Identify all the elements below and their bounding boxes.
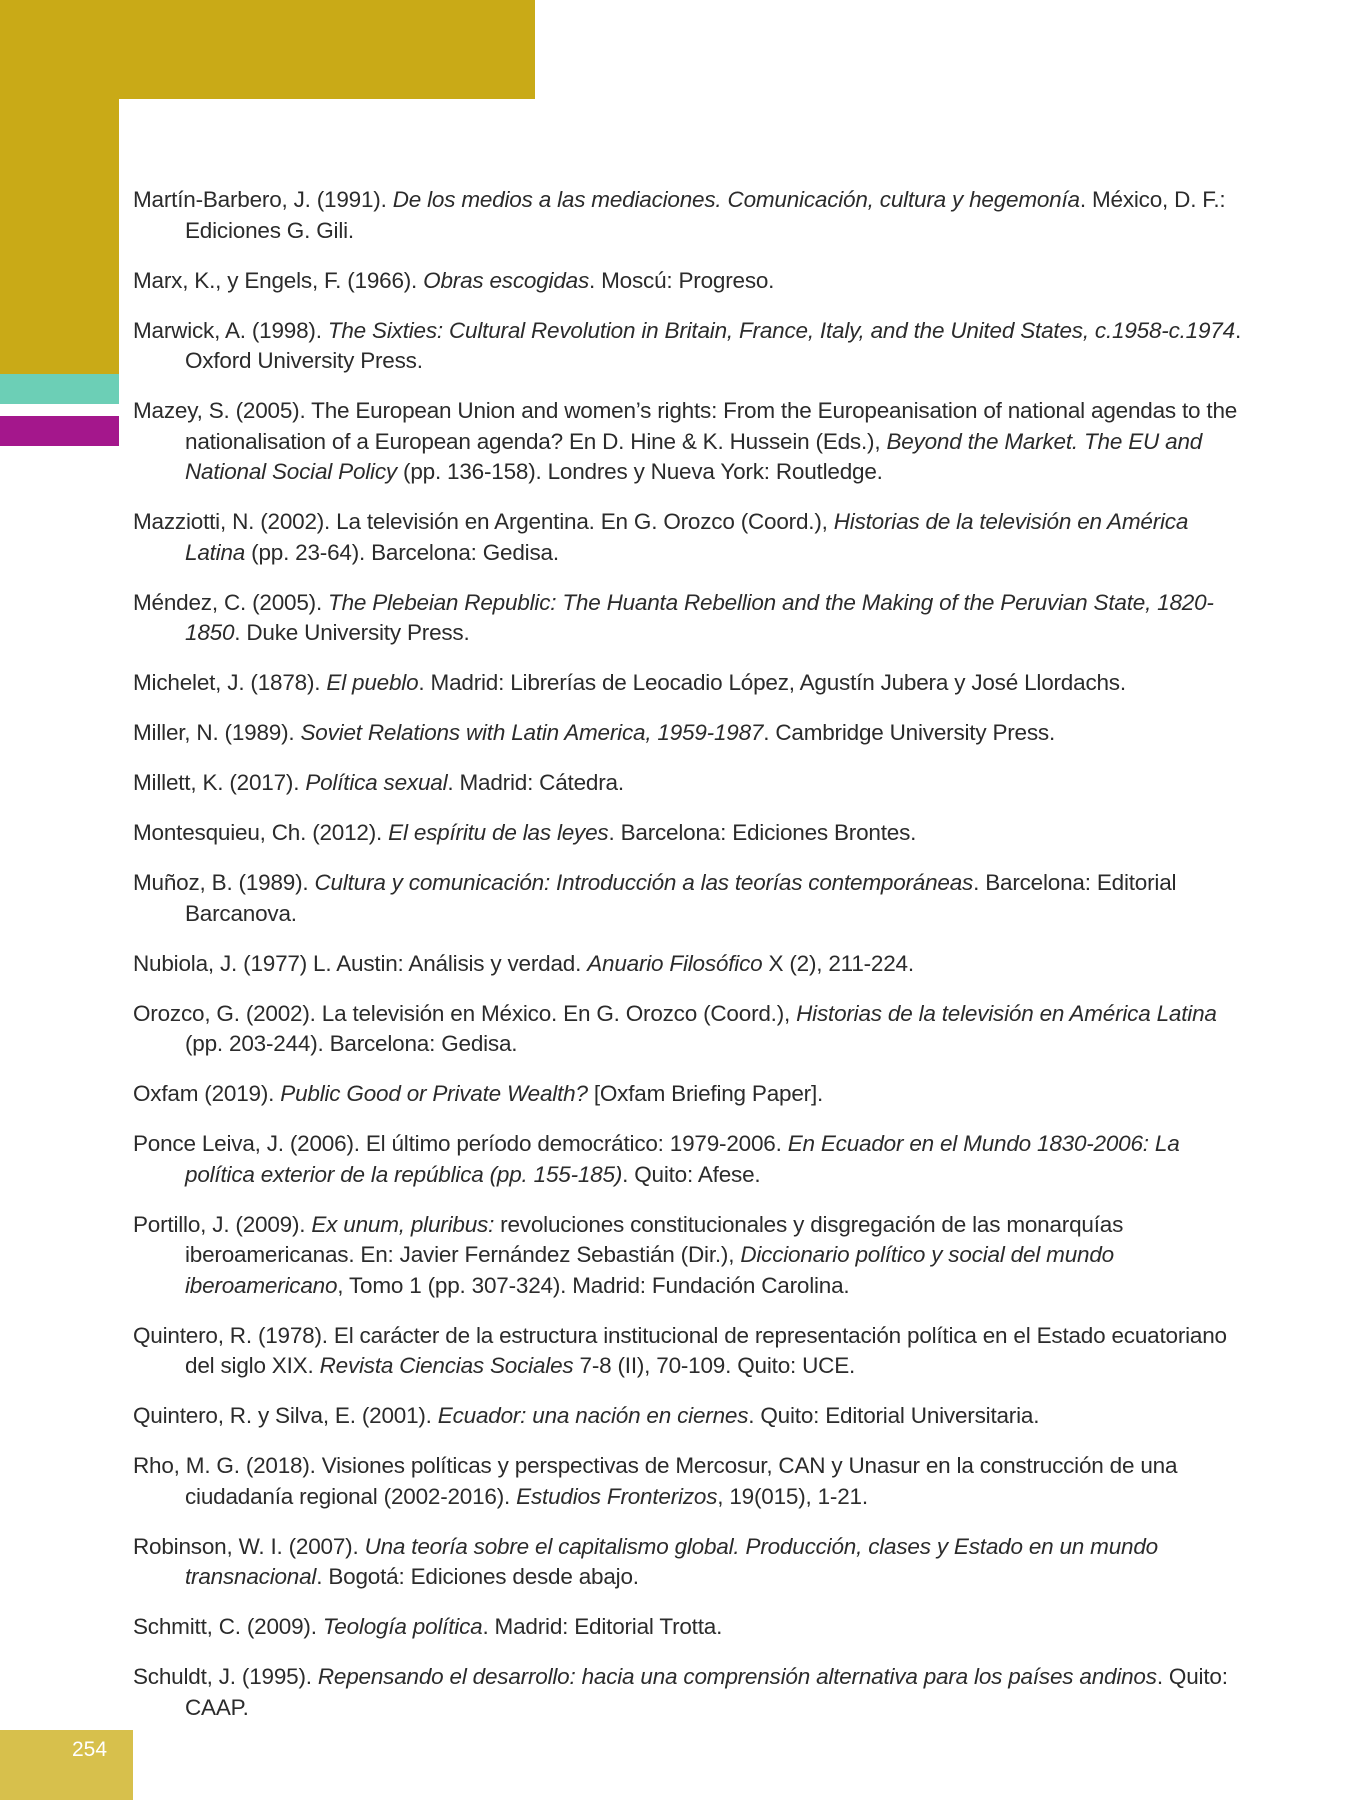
reference-italic-segment: Anuario Filosófico (587, 950, 763, 976)
reference-text-segment: . Quito: Afese. (622, 1161, 761, 1187)
reference-text-segment: . Madrid: Cátedra. (447, 770, 624, 795)
reference-text-segment: Quintero, R. (1978). El carácter de la estructura institucional de representación política en el Estado ecuatoriano del siglo XIX. (133, 1322, 1227, 1378)
reference-text-segment: Mazziotti, N. (2002). La televisión en Argentina. En G. Orozco (Coord.), (133, 509, 834, 534)
reference-italic-segment: Estudios Fronterizos (516, 1483, 718, 1509)
reference-italic-segment: Historias de la televisión en América Latina (796, 1000, 1217, 1026)
reference-entry (133, 1401, 1253, 1432)
reference-entry (133, 396, 1253, 488)
decorative-teal-bar (0, 374, 119, 404)
reference-entry (133, 1532, 1253, 1593)
reference-text-segment: revoluciones constitucionales y disgregación de las monarquías iberoamericanas. En: Javier Fernández Sebastián (Dir.), (185, 1211, 1124, 1267)
reference-text-segment: . Cambridge University Press. (763, 720, 1056, 745)
reference-text-segment: Michelet, J. (1878). (133, 670, 327, 695)
reference-text-segment: Quintero, R. y Silva, E. (2001). (133, 1403, 438, 1428)
reference-text-segment: Robinson, W. I. (2007). (133, 1533, 365, 1559)
reference-entry (133, 668, 1253, 699)
reference-entry (133, 507, 1253, 568)
reference-text-segment: . Moscú: Progreso. (589, 267, 775, 293)
reference-text-segment: Schmitt, C. (2009). (133, 1614, 323, 1639)
page-number: 254 (72, 1738, 108, 1761)
reference-text-segment: Marx, K., y Engels, F. (1966). (133, 267, 424, 293)
reference-text-segment: . Madrid: Librerías de Leocadio López, Agustín Jubera y José Llordachs. (418, 670, 1126, 695)
reference-text-segment: 7-8 (II), 70-109. Quito: UCE. (573, 1353, 856, 1378)
reference-italic-segment: Política sexual (305, 770, 448, 795)
reference-italic-segment: Teología política (322, 1614, 483, 1639)
reference-text-segment: Méndez, C. (2005). (133, 589, 329, 615)
reference-entry (133, 768, 1253, 799)
decorative-gold-header-band (0, 0, 535, 99)
reference-text-segment: Muñoz, B. (1989). (133, 870, 315, 895)
reference-italic-segment: Cultura y comunicación: Introducción a las teorías contemporáneas (314, 870, 974, 895)
reference-entry (133, 949, 1253, 980)
reference-italic-segment: Historias de la televisión en América Latina (185, 509, 1189, 565)
reference-italic-segment: De los medios a las mediaciones. Comunicación, cultura y hegemonía (392, 187, 1080, 212)
reference-text-segment: Martín-Barbero, J. (1991). (133, 187, 393, 212)
reference-text-segment: . Barcelona: Ediciones Brontes. (608, 820, 917, 845)
reference-entry (133, 1079, 1253, 1110)
reference-entry (133, 266, 1253, 297)
reference-entry (133, 718, 1253, 749)
reference-italic-segment: Ecuador: una nación en ciernes (437, 1403, 749, 1428)
reference-text-segment: X (2), 211-224. (762, 950, 914, 976)
reference-entry (133, 588, 1253, 649)
reference-italic-segment: Una teoría sobre el capitalismo global. Producción, clases y Estado en un mundo transnacional (185, 1533, 1158, 1589)
reference-text-segment: . Oxford University Press. (185, 317, 1241, 373)
reference-text-segment: Nubiola, J. (1977) L. Austin: Análisis y verdad. (133, 950, 588, 976)
reference-entry (133, 1451, 1253, 1512)
reference-text-segment: . México, D. F.: Ediciones G. Gili. (185, 187, 1226, 243)
reference-italic-segment: Revista Ciencias Sociales (319, 1353, 574, 1378)
reference-italic-segment: Beyond the Market. The EU and National Social Policy (185, 428, 1203, 484)
reference-italic-segment: El espíritu de las leyes (388, 820, 609, 845)
reference-text-segment: Rho, M. G. (2018). Visiones políticas y perspectivas de Mercosur, CAN y Unasur en la construcción de una ciudadanía regional (2002-2016). (133, 1453, 1178, 1509)
reference-entry (133, 1129, 1253, 1190)
reference-text-segment: Millett, K. (2017). (133, 770, 306, 795)
reference-text-segment: . Bogotá: Ediciones desde abajo. (316, 1564, 639, 1589)
reference-text-segment: (pp. 203-244). Barcelona: Gedisa. (185, 1031, 518, 1056)
decorative-gold-side-band (0, 99, 119, 374)
reference-italic-segment: Obras escogidas (423, 267, 590, 293)
reference-text-segment: Oxfam (2019). (133, 1081, 281, 1106)
reference-text-segment: Montesquieu, Ch. (2012). (133, 820, 389, 845)
reference-italic-segment: Soviet Relations with Latin America, 1959-1987 (300, 720, 764, 745)
reference-text-segment: . Barcelona: Editorial Barcanova. (185, 870, 1177, 926)
reference-text-segment: (pp. 23-64). Barcelona: Gedisa. (245, 539, 559, 565)
reference-italic-segment: En Ecuador en el Mundo 1830-2006: La política exterior de la república (pp. 155-185) (185, 1131, 1180, 1187)
reference-italic-segment: The Sixties: Cultural Revolution in Britain, France, Italy, and the United States, c.1958-c.1974 (327, 317, 1235, 343)
reference-italic-segment: Ex unum, pluribus: (311, 1211, 495, 1237)
reference-text-segment: (pp. 136-158). Londres y Nueva York: Routledge. (396, 459, 883, 484)
reference-entry (133, 999, 1253, 1060)
reference-text-segment: Miller, N. (1989). (133, 720, 301, 745)
reference-entry (133, 185, 1253, 246)
reference-list (133, 185, 1253, 1743)
reference-text-segment: . Quito: CAAP. (185, 1664, 1228, 1720)
reference-entry (133, 1210, 1253, 1302)
reference-text-segment: Mazey, S. (2005). The European Union and women’s rights: From the Europeanisation of national agendas to the nationalisation of a European agenda? En D. Hine & K. Hussein (Eds.), (133, 398, 1238, 454)
reference-italic-segment: Public Good or Private Wealth? (280, 1081, 588, 1106)
reference-entry (133, 818, 1253, 849)
reference-italic-segment: Repensando el desarrollo: hacia una comprensión alternativa para los países andinos (317, 1664, 1157, 1689)
reference-entry (133, 316, 1253, 377)
reference-text-segment: . Madrid: Editorial Trotta. (482, 1614, 723, 1639)
reference-text-segment: . Duke University Press. (234, 620, 470, 645)
reference-entry (133, 868, 1253, 929)
reference-text-segment: , 19(015), 1-21. (717, 1483, 868, 1509)
reference-italic-segment: Diccionario político y social del mundo iberoamericano (185, 1242, 1114, 1298)
reference-entry (133, 1662, 1253, 1723)
reference-italic-segment: El pueblo (326, 670, 419, 695)
reference-entry (133, 1321, 1253, 1382)
reference-text-segment: . Quito: Editorial Universitaria. (748, 1403, 1040, 1428)
reference-text-segment: , Tomo 1 (pp. 307-324). Madrid: Fundación Carolina. (337, 1272, 850, 1298)
reference-text-segment: Marwick, A. (1998). (133, 317, 328, 343)
reference-text-segment: Ponce Leiva, J. (2006). El último período democrático: 1979-2006. (133, 1131, 788, 1156)
reference-italic-segment: The Plebeian Republic: The Huanta Rebellion and the Making of the Peruvian State, 1820-1850 (185, 589, 1214, 645)
reference-text-segment: Orozco, G. (2002). La televisión en México. En G. Orozco (Coord.), (133, 1000, 797, 1026)
reference-text-segment: [Oxfam Briefing Paper]. (587, 1081, 824, 1106)
decorative-magenta-bar (0, 416, 119, 446)
page-number-block (0, 1730, 133, 1800)
reference-text-segment: Portillo, J. (2009). (133, 1211, 312, 1237)
reference-entry (133, 1612, 1253, 1643)
reference-text-segment: Schuldt, J. (1995). (133, 1664, 318, 1689)
